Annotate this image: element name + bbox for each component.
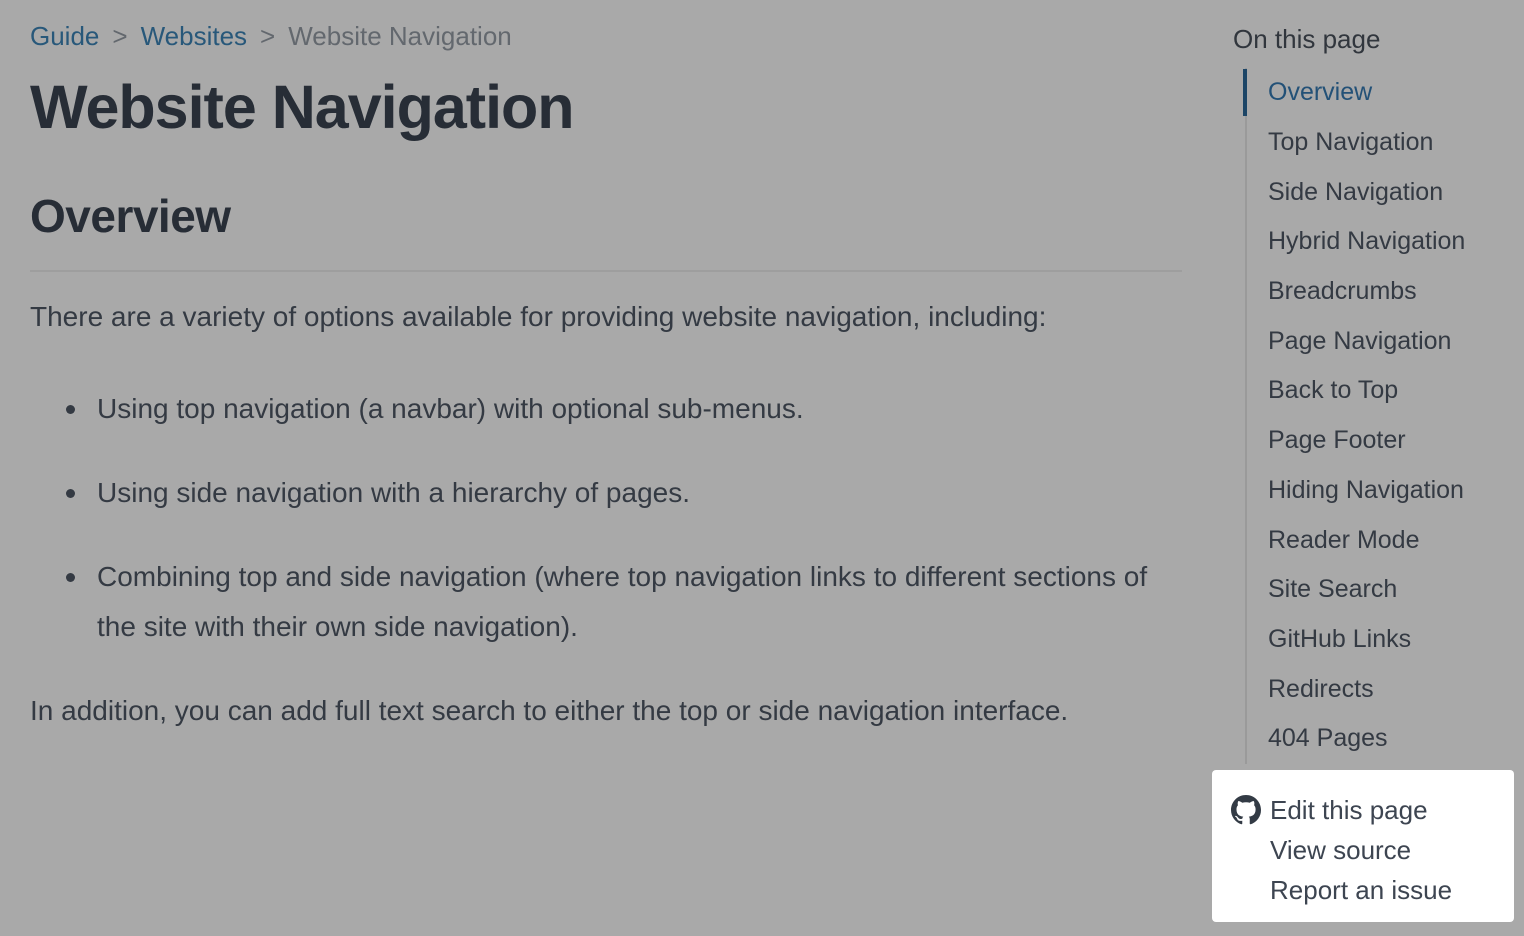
section-heading-overview: Overview bbox=[30, 190, 231, 243]
report-an-issue-link[interactable] bbox=[1212, 870, 1514, 910]
toc-item-github-links[interactable]: GitHub Links bbox=[1268, 624, 1412, 653]
toc-item-overview[interactable]: Overview bbox=[1247, 68, 1513, 118]
outro-paragraph: In addition, you can add full text search to either the top or side navigation interface. bbox=[30, 695, 1069, 727]
view-source-label: View source bbox=[1270, 834, 1412, 865]
github-icon bbox=[1231, 795, 1261, 825]
toc-item-side-navigation[interactable]: Side Navigation bbox=[1268, 177, 1444, 206]
toc-list bbox=[1245, 68, 1513, 764]
section-divider bbox=[30, 270, 1182, 272]
breadcrumb-separator: > bbox=[260, 21, 276, 51]
breadcrumb-link-guide[interactable]: Guide bbox=[30, 21, 100, 51]
on-this-page-sidebar bbox=[1233, 24, 1513, 764]
toc-heading: On this page bbox=[1233, 24, 1381, 54]
breadcrumb-link-websites[interactable]: Websites bbox=[140, 21, 248, 51]
list-item: Using side navigation with a hierarchy of pages. bbox=[30, 468, 1182, 518]
toc-item-redirects[interactable]: Redirects bbox=[1268, 674, 1374, 703]
breadcrumb bbox=[30, 0, 1182, 52]
toc-item-hiding-navigation[interactable]: Hiding Navigation bbox=[1268, 475, 1464, 504]
report-an-issue-label: Report an issue bbox=[1270, 874, 1453, 905]
main-content bbox=[30, 0, 1182, 736]
edit-this-page-link[interactable] bbox=[1212, 790, 1514, 830]
list-item: Using top navigation (a navbar) with optional sub-menus. bbox=[30, 384, 1182, 434]
breadcrumb-current-page: Website Navigation bbox=[288, 21, 512, 51]
toc-item-site-search[interactable]: Site Search bbox=[1268, 575, 1398, 604]
breadcrumb-separator: > bbox=[112, 21, 128, 51]
toc-item-hybrid-navigation[interactable]: Hybrid Navigation bbox=[1268, 227, 1466, 256]
toc-item-breadcrumbs[interactable]: Breadcrumbs bbox=[1268, 277, 1417, 306]
toc-item-back-to-top[interactable]: Back to Top bbox=[1268, 376, 1399, 405]
edit-this-page-label: Edit this page bbox=[1270, 794, 1428, 825]
toc-item-page-footer[interactable]: Page Footer bbox=[1268, 426, 1406, 455]
toc-item-reader-mode[interactable]: Reader Mode bbox=[1268, 525, 1420, 554]
toc-item-page-navigation[interactable]: Page Navigation bbox=[1268, 326, 1452, 355]
toc-item-top-navigation[interactable]: Top Navigation bbox=[1268, 128, 1434, 157]
toc-item-404-pages[interactable]: 404 Pages bbox=[1268, 724, 1388, 753]
intro-paragraph: There are a variety of options available for providing website navigation, including: bbox=[30, 301, 1047, 333]
view-source-link[interactable] bbox=[1212, 830, 1514, 870]
navigation-options-list bbox=[30, 384, 1182, 652]
page-actions-box bbox=[1212, 770, 1514, 922]
list-item: Combining top and side navigation (where top navigation links to different sections of the site with their own side navigation). bbox=[30, 552, 1182, 652]
page-title: Website Navigation bbox=[30, 73, 574, 141]
